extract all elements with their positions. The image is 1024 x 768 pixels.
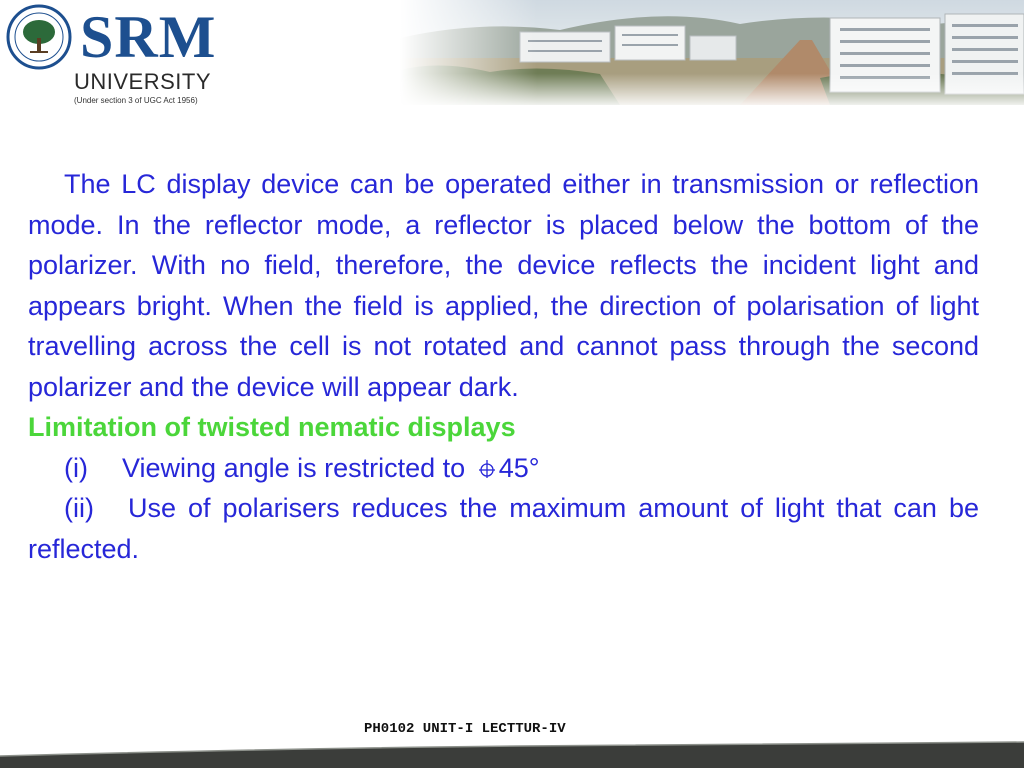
logo-subtitle: (Under section 3 of UGC Act 1956) (74, 96, 198, 105)
body-paragraph: The LC display device can be operated either in transmission or reflection mode. In the reflector mode, a reflector is placed below the bottom of the polarizer. With no field, therefore, the device reflects the incident light and appears bright. When the field is applied, the direction of polarisation of light travelling across the cell is not rotated and cannot pass through the second polarizer and the device will appear dark. (28, 169, 979, 402)
campus-buildings-illustration (400, 0, 1024, 105)
plus-minus-icon (477, 459, 497, 479)
campus-photo (400, 0, 1024, 105)
list-item-value: 45° (498, 452, 540, 483)
list-item-text: Use of polarisers reduces the maximum amount of light that can be reflected. (28, 493, 979, 564)
footer-label: PH0102 UNIT-I LECTTUR-IV (360, 721, 570, 737)
tree-emblem-icon (6, 4, 72, 70)
list-item (28, 448, 979, 489)
section-heading: Limitation of twisted nematic displays (28, 412, 516, 442)
list-item-number: (ii) (64, 493, 94, 523)
slide-content (28, 164, 979, 569)
list-item-text: Viewing angle is restricted to (122, 452, 473, 483)
logo-university-text: UNIVERSITY (74, 69, 212, 94)
list-item-number: (i) (64, 452, 88, 483)
slide-header (0, 0, 1024, 115)
list-item (28, 488, 979, 569)
footer-band (0, 740, 1024, 768)
logo-wordmark: SRM (80, 4, 217, 70)
university-logo (6, 4, 218, 112)
